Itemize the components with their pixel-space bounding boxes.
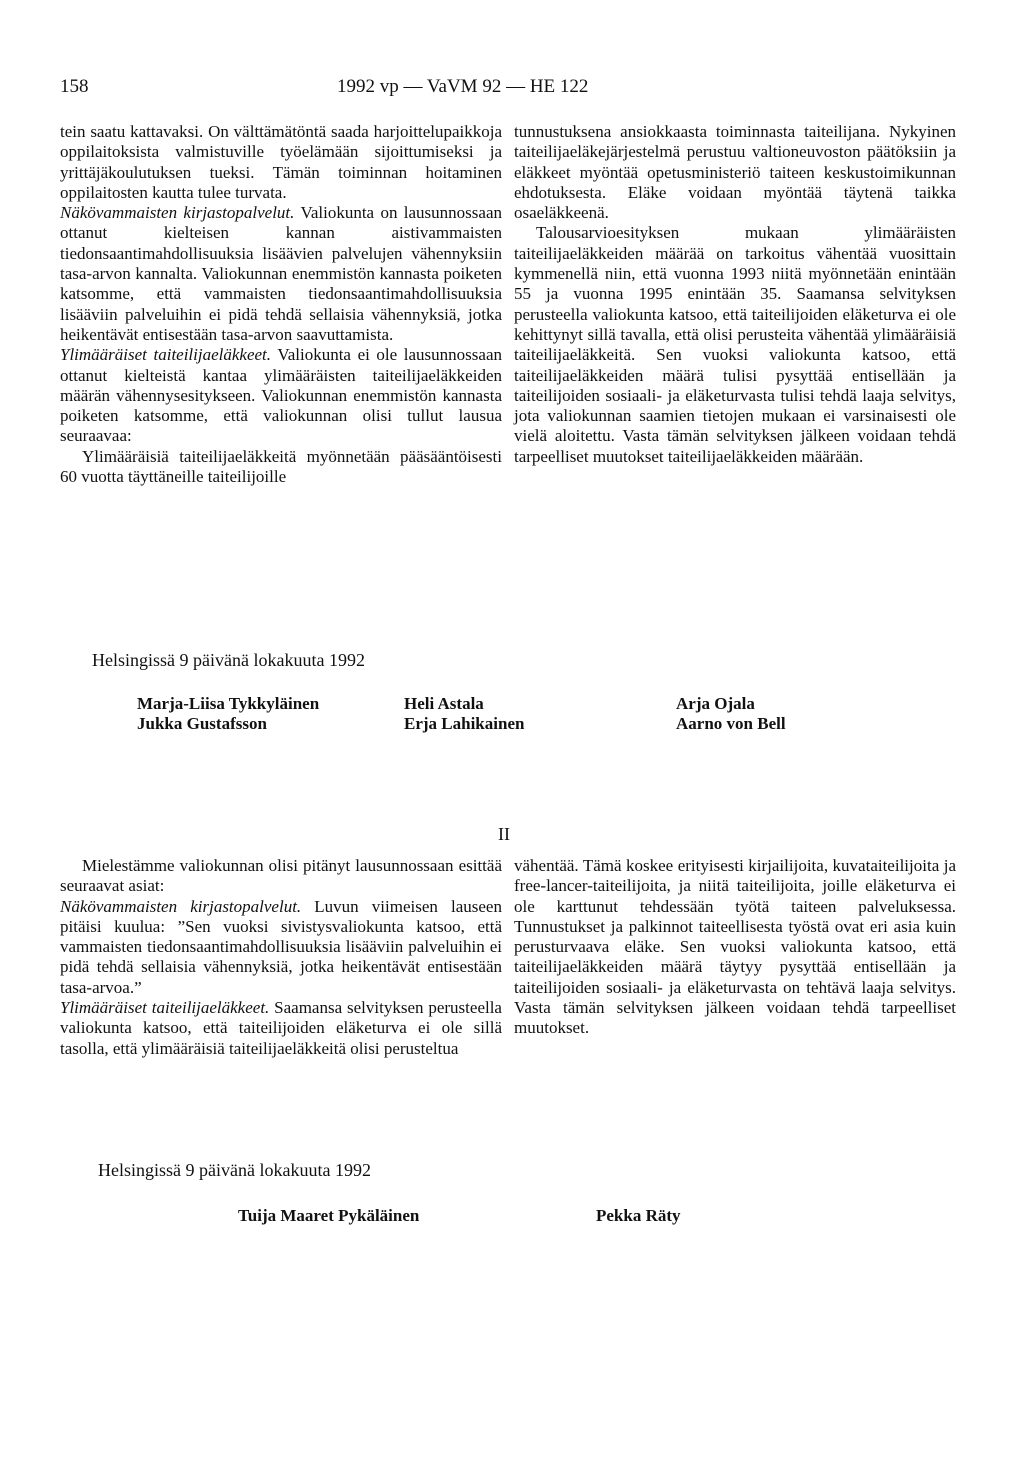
signatory: Jukka Gustafsson	[137, 714, 267, 733]
section-heading: Ylimääräiset taiteilijaeläkkeet.	[60, 345, 272, 365]
paragraph: Talousarvioesityksen mukaan ylimääräisten taiteilijaeläkkeiden määrää on tarkoitus vähentää vuosittain kymmenellä niin, että vuonna 1993 niitä myönnetään enintään 55 ja vuonna 1995 enintään 35. Saamansa selvityksen perusteella valiokunta katsoo, että taiteilijoiden eläketurva ei ole kehittynyt sillä tavalla, että olisi perusteita vähentää ylimääräisiä taiteilijaeläkkeitä. Sen vuoksi valiokunta katsoo, että taiteilijaeläkkeiden määrä tulisi pysyttää entisellään ja taiteilijoiden sosiaali- ja eläketurvasta tulisi tehdä laaja selvitys, jota valiokunnan saamien tietojen mukaan ei varsinaisesti ole vielä aloitettu. Vasta tämän selvityksen jälkeen voidaan tehdä tarpeelliset muutokset taiteilijaeläkkeiden määrään.	[514, 223, 956, 466]
signature-group	[404, 694, 524, 734]
signature-group	[137, 694, 319, 734]
signatory: Tuija Maaret Pykäläinen	[238, 1206, 420, 1225]
paragraph: tunnustuksena ansiokkaasta toiminnasta taiteilijana. Nykyinen taiteilijaeläkejärjestelmä perustuu valtioneuvoston päätöksiin ja eläkkeet myöntää opetusministeriö taiteen keskustoimikunnan ehdotuksesta. Eläke voidaan myöntää täytenä taikka osaeläkkeenä.	[514, 122, 956, 223]
signatory: Pekka Räty	[596, 1206, 681, 1225]
section-heading: Näkövammaisten kirjastopalvelut.	[60, 896, 302, 916]
paragraph: Ylimääräiset taiteilijaeläkkeet. Valiokunta ei ole lausunnossaan ottanut kielteistä kantaa ylimääräisten taiteilijaeläkkeiden määrän vähennysesitykseen. Valiokunnan enemmistön kannasta poiketen katsomme, että valiokunnan olisi tullut lausua seuraavaa:	[60, 345, 502, 446]
part1-left-column	[60, 122, 502, 487]
running-title: 1992 vp — VaVM 92 — HE 122	[337, 76, 589, 97]
signatory: Erja Lahikainen	[404, 714, 525, 733]
paragraph: Mielestämme valiokunnan olisi pitänyt lausunnossaan esittää seuraavat asiat:	[60, 856, 502, 896]
paragraph: Näkövammaisten kirjastopalvelut. Valiokunta on lausunnossaan ottanut kielteisen kannan aistivammaisten tiedonsaantimahdollisuuksia lisäävien palvelujen vähennyksiin tasa-arvon kannalta. Valiokunnan enemmistön kannasta poiketen katsomme, että vammaisten tiedonsaantimahdollisuuksia lisääviin palveluihin ei pidä tehdä sellaisia vähennyksiä, jotka heikentävät entisestään tasa-arvon saavuttamista.	[60, 203, 502, 344]
page-number: 158	[60, 76, 89, 97]
signatory: Marja-Liisa Tykkyläinen	[137, 694, 320, 713]
signatory: Aarno von Bell	[676, 714, 786, 733]
signature-group	[676, 694, 786, 734]
part2-right-column	[514, 856, 956, 1039]
signatory: Arja Ojala	[676, 694, 755, 713]
paragraph: Ylimääräisiä taiteilijaeläkkeitä myönnetään pääsääntöisesti 60 vuotta täyttäneille taiteilijoille	[60, 446, 502, 487]
paragraph: Näkövammaisten kirjastopalvelut. Luvun viimeisen lauseen pitäisi kuulua: ”Sen vuoksi sivistysvaliokunta katsoo, että vammaisten tiedonsaantimahdollisuuksia lisääviin palveluihin ei pidä tehdä sellaisia vähennyksiä, jotka heikentävät entisestään tasa-arvoa.”	[60, 896, 502, 997]
section-heading: Ylimääräiset taiteilijaeläkkeet.	[60, 998, 270, 1018]
place-date: Helsingissä 9 päivänä lokakuuta 1992	[92, 650, 365, 670]
paragraph: vähentää. Tämä koskee erityisesti kirjailijoita, kuvataiteilijoita ja free-lancer-taiteilijoita, ja niitä taiteilijoita, joille eläketurva ei ole karttunut tehdessään työtä taiteen palveluksessa. Tunnustukset ja palkinnot taiteellisesta työstä ovat eri asia kuin perusturvaava eläke. Sen vuoksi valiokunta katsoo, että taiteilijaeläkkeiden määrä täytyy pysyttää entisellään ja taiteilijoiden sosiaali- ja eläketurvasta on tehtävä laaja selvitys. Vasta tämän selvityksen jälkeen voidaan tehdä tarpeelliset muutokset.	[514, 856, 956, 1038]
section-number: II	[498, 824, 510, 844]
section-heading: Näkövammaisten kirjastopalvelut.	[60, 203, 295, 223]
part1-right-column	[514, 122, 956, 467]
part2-left-column	[60, 856, 502, 1059]
place-date: Helsingissä 9 päivänä lokakuuta 1992	[98, 1160, 371, 1180]
paragraph: Ylimääräiset taiteilijaeläkkeet. Saamansa selvityksen perusteella valiokunta katsoo, että taiteilijoiden eläketurva ei ole sillä tasolla, että ylimääräisiä taiteilijaeläkkeitä olisi perusteltua	[60, 998, 502, 1058]
paragraph: tein saatu kattavaksi. On välttämätöntä saada harjoittelupaikkoja oppilaitoksista valmistuville työelämään sijoittumiseksi ja yrittäjäkoulutuksen tueksi. Tämän toiminnan hoitaminen oppilaitosten kautta tulee turvata.	[60, 122, 502, 202]
signatory: Heli Astala	[404, 694, 484, 713]
